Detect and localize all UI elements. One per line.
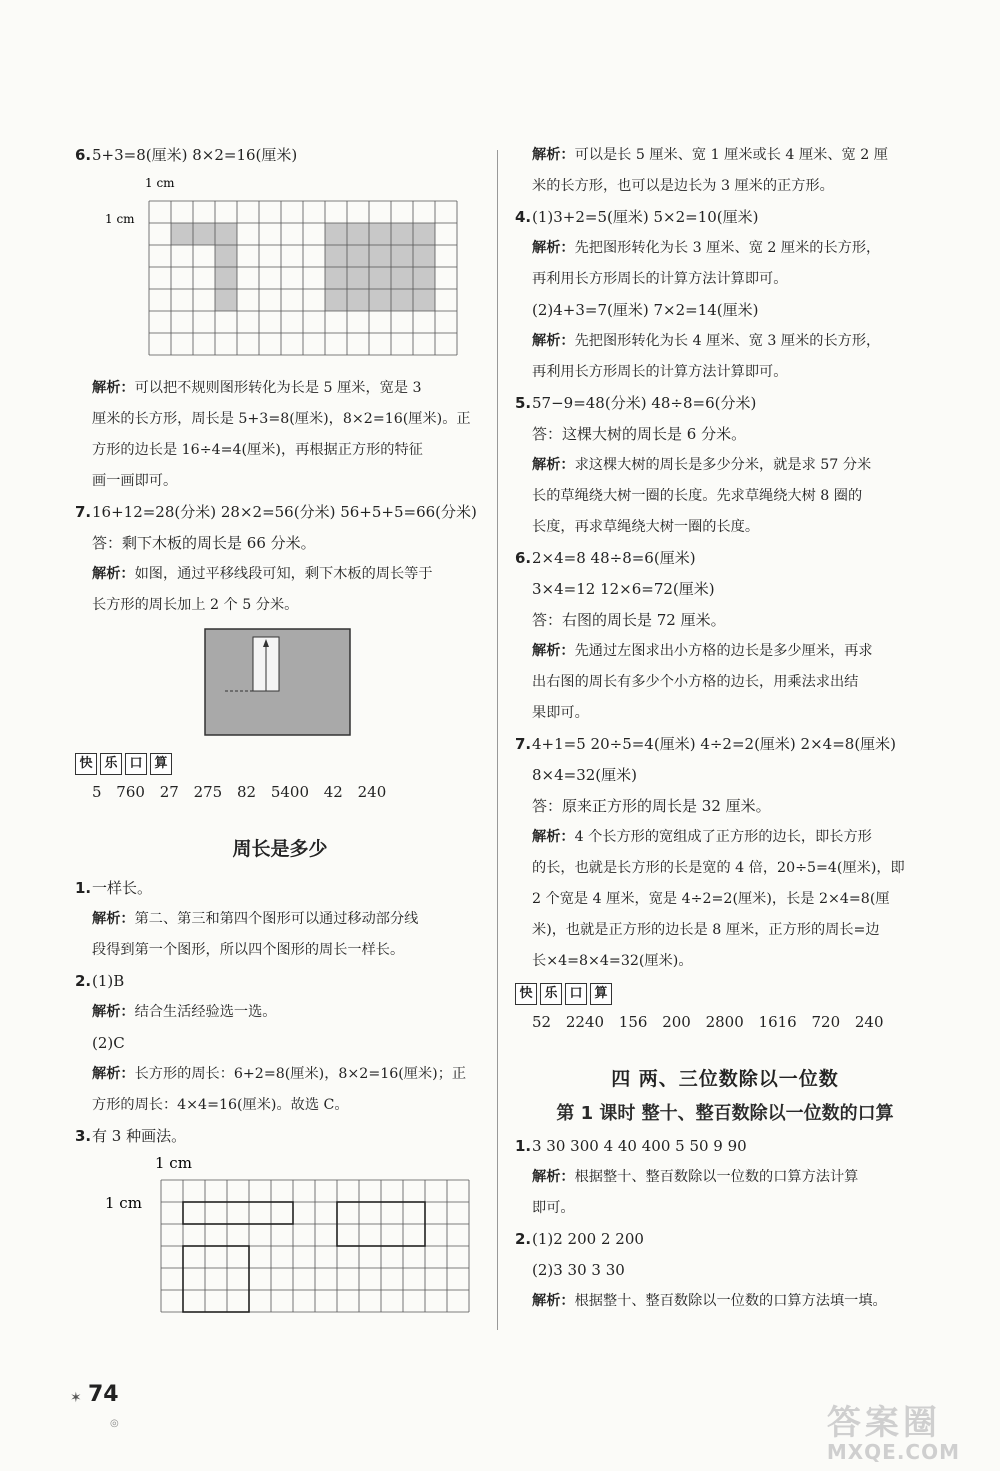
grid1-unit-left: 1 cm — [105, 212, 135, 226]
section-answer-2: 2.(1)B — [75, 972, 125, 990]
board-figure — [75, 621, 485, 747]
explanation-4b-line: 再利用长方形周长的计算方法计算即可。 — [532, 364, 788, 380]
lesson-explanation-1: 解析：根据整十、整百数除以一位数的口算方法计算 — [532, 1169, 859, 1185]
shaded-cell — [391, 267, 413, 289]
shaded-cell — [215, 245, 237, 267]
answer-6-right-statement: 答：右图的周长是 72 厘米。 — [532, 611, 726, 629]
star-icon: ✶ — [70, 1390, 82, 1406]
lesson-answer-1: 1.3 30 300 4 40 400 5 50 9 90 — [515, 1137, 747, 1155]
chapter-title: 四 两、三位数除以一位数 — [611, 1068, 839, 1090]
section-title: 周长是多少 — [232, 838, 328, 860]
kuaile-kousuan-label-right — [515, 983, 935, 1005]
lesson-explanation-1-line: 即可。 — [532, 1200, 575, 1216]
kuaile-kousuan-label — [75, 753, 485, 775]
section-answer-1: 1.一样长。 — [75, 879, 153, 897]
shaded-cell — [347, 289, 369, 311]
answer-5-statement: 答：这棵大树的周长是 6 分米。 — [532, 425, 747, 443]
explanation-3: 解析：可以是长 5 厘米、宽 1 厘米或长 4 厘米、宽 2 厘 — [532, 147, 888, 163]
explanation-7-line: 长方形的周长加上 2 个 5 分米。 — [92, 597, 299, 613]
explanation-7-right: 解析：4 个长方形的宽组成了正方形的边长，即长方形 — [532, 829, 872, 845]
explanation-3-line: 米的长方形，也可以是边长为 3 厘米的正方形。 — [532, 178, 834, 194]
answer-7-right-b: 8×4=32(厘米) — [532, 766, 638, 784]
answer-6-right-b: 3×4=12 12×6=72(厘米) — [532, 580, 715, 598]
shaded-cell — [391, 289, 413, 311]
section-explanation-2a: 解析：结合生活经验选一选。 — [92, 1004, 277, 1020]
kuaile-answers-right: 52 2240 156 200 2800 1616 720 240 — [532, 1013, 884, 1031]
shaded-cell — [369, 223, 391, 245]
shaded-cell — [391, 245, 413, 267]
section-explanation-2b-line: 方形的周长：4×4=16(厘米)。故选 C。 — [92, 1097, 349, 1113]
shaded-cell — [325, 267, 347, 289]
shaded-cell — [193, 223, 215, 245]
kuaile-char: 快 — [75, 753, 97, 775]
explanation-6-line: 画一画即可。 — [92, 473, 178, 489]
column-divider — [497, 150, 498, 1330]
grid-figure-1 — [75, 171, 485, 373]
explanation-6-right-line: 果即可。 — [532, 705, 589, 721]
watermark — [827, 1395, 960, 1464]
section-explanation-1: 解析：第二、第三和第四个图形可以通过移动部分线 — [92, 911, 419, 927]
shaded-cell — [413, 245, 435, 267]
shaded-cell — [171, 223, 193, 245]
shaded-cell — [215, 289, 237, 311]
answer-7-right-statement: 答：原来正方形的周长是 32 厘米。 — [532, 797, 771, 815]
kuaile-char: 乐 — [540, 983, 562, 1005]
grid2-unit-left: 1 cm — [105, 1194, 142, 1212]
lesson-explanation-2: 解析：根据整十、整百数除以一位数的口算方法填一填。 — [532, 1293, 887, 1309]
left-column — [75, 140, 485, 1332]
drawn-square-3x3 — [183, 1246, 249, 1312]
explanation-7-right-line: 米)，也就是正方形的边长是 8 厘米，正方形的周长=边 — [532, 922, 880, 938]
board-figure-svg — [75, 621, 485, 747]
shaded-cell — [413, 289, 435, 311]
kuaile-char: 算 — [150, 753, 172, 775]
kuaile-char: 乐 — [100, 753, 122, 775]
shaded-cell — [347, 245, 369, 267]
grid-figure-1-svg — [75, 171, 485, 373]
dot-icon: ◎ — [110, 1418, 119, 1429]
explanation-7-right-line: 长×4=8×4=32(厘米)。 — [532, 953, 693, 969]
explanation-7: 解析：如图，通过平移线段可知，剩下木板的周长等于 — [92, 566, 433, 582]
kuaile-char: 口 — [565, 983, 587, 1005]
section-explanation-1-line: 段得到第一个图形，所以四个图形的周长一样长。 — [92, 942, 405, 958]
grid-figure-2 — [75, 1152, 485, 1332]
grid2-unit-top: 1 cm — [155, 1154, 192, 1172]
shaded-cell — [413, 267, 435, 289]
answer-7: 7.16+12=28(分米) 28×2=56(分米) 56+5+5=66(分米) — [75, 503, 477, 521]
explanation-6-right: 解析：先通过左图求出小方格的边长是多少厘米，再求 — [532, 643, 873, 659]
explanation-4a-line: 再利用长方形周长的计算方法计算即可。 — [532, 271, 788, 287]
right-column — [515, 140, 935, 1317]
lesson-title: 第 1 课时 整十、整百数除以一位数的口算 — [556, 1103, 894, 1124]
explanation-5-line: 长的草绳绕大树一圈的长度。先求草绳绕大树 8 圈的 — [532, 488, 863, 504]
explanation-5-line: 长度，再求草绳绕大树一圈的长度。 — [532, 519, 760, 535]
shaded-cell — [215, 223, 237, 245]
grid1-unit-top: 1 cm — [145, 176, 175, 190]
shaded-cell — [325, 223, 347, 245]
lesson-answer-2b: (2)3 30 3 30 — [532, 1261, 625, 1279]
kuaile-char: 快 — [515, 983, 537, 1005]
shaded-cell — [369, 289, 391, 311]
shaded-cell — [369, 245, 391, 267]
explanation-6-line: 方形的边长是 16÷4=4(厘米)，再根据正方形的特征 — [92, 442, 423, 458]
explanation-5: 解析：求这棵大树的周长是多少分米，就是求 57 分米 — [532, 457, 872, 473]
grid-figure-2-svg — [75, 1152, 485, 1332]
answer-6-right: 6.2×4=8 48÷8=6(厘米) — [515, 549, 696, 567]
explanation-6: 解析：可以把不规则图形转化为长是 5 厘米，宽是 3 — [92, 380, 422, 396]
section-answer-3: 3.有 3 种画法。 — [75, 1127, 187, 1145]
explanation-4b: 解析：先把图形转化为长 4 厘米、宽 3 厘米的长方形， — [532, 333, 881, 349]
explanation-6-line: 厘米的长方形，周长是 5+3=8(厘米)，8×2=16(厘米)。正 — [92, 411, 471, 427]
kuaile-char: 算 — [590, 983, 612, 1005]
kuaile-char: 口 — [125, 753, 147, 775]
grid2-lines — [161, 1180, 469, 1312]
answer-5: 5.57−9=48(分米) 48÷8=6(分米) — [515, 394, 757, 412]
answer-7-statement: 答：剩下木板的周长是 66 分米。 — [92, 534, 316, 552]
answer-4: 4.(1)3+2=5(厘米) 5×2=10(厘米) — [515, 208, 759, 226]
explanation-7-right-line: 2 个宽是 4 厘米，宽是 4÷2=2(厘米)，长是 2×4=8(厘 — [532, 891, 890, 907]
section-explanation-2b: 解析：长方形的周长：6+2=8(厘米)，8×2=16(厘米)；正 — [92, 1066, 467, 1082]
explanation-6-right-line: 出右图的周长有多少个小方格的边长，用乘法求出结 — [532, 674, 859, 690]
shaded-cell — [391, 223, 413, 245]
answer-4b: (2)4+3=7(厘米) 7×2=14(厘米) — [532, 301, 759, 319]
answer-7-right: 7.4+1=5 20÷5=4(厘米) 4÷2=2(厘米) 2×4=8(厘米) — [515, 735, 897, 753]
drawn-rect-5x1 — [183, 1202, 293, 1224]
watermark-line1: 答案圈 — [826, 1403, 941, 1443]
shaded-cell — [325, 245, 347, 267]
answer-6: 6.5+3=8(厘米) 8×2=16(厘米) — [75, 146, 298, 164]
shaded-cell — [325, 289, 347, 311]
grid1-lines — [149, 201, 457, 355]
page-number: 74 — [88, 1382, 119, 1407]
section-answer-2b: (2)C — [92, 1034, 125, 1052]
shaded-cell — [413, 223, 435, 245]
shaded-cell — [347, 267, 369, 289]
shaded-cell — [369, 267, 391, 289]
watermark-line2: MXQE.COM — [826, 1440, 960, 1464]
lesson-answer-2: 2.(1)2 200 2 200 — [515, 1230, 644, 1248]
explanation-7-right-line: 的长，也就是长方形的长是宽的 4 倍，20÷5=4(厘米)，即 — [532, 860, 905, 876]
shaded-cell — [347, 223, 369, 245]
explanation-4a: 解析：先把图形转化为长 3 厘米、宽 2 厘米的长方形， — [532, 240, 881, 256]
kuaile-answers-left: 5 760 27 275 82 5400 42 240 — [92, 783, 387, 801]
shaded-cell — [215, 267, 237, 289]
